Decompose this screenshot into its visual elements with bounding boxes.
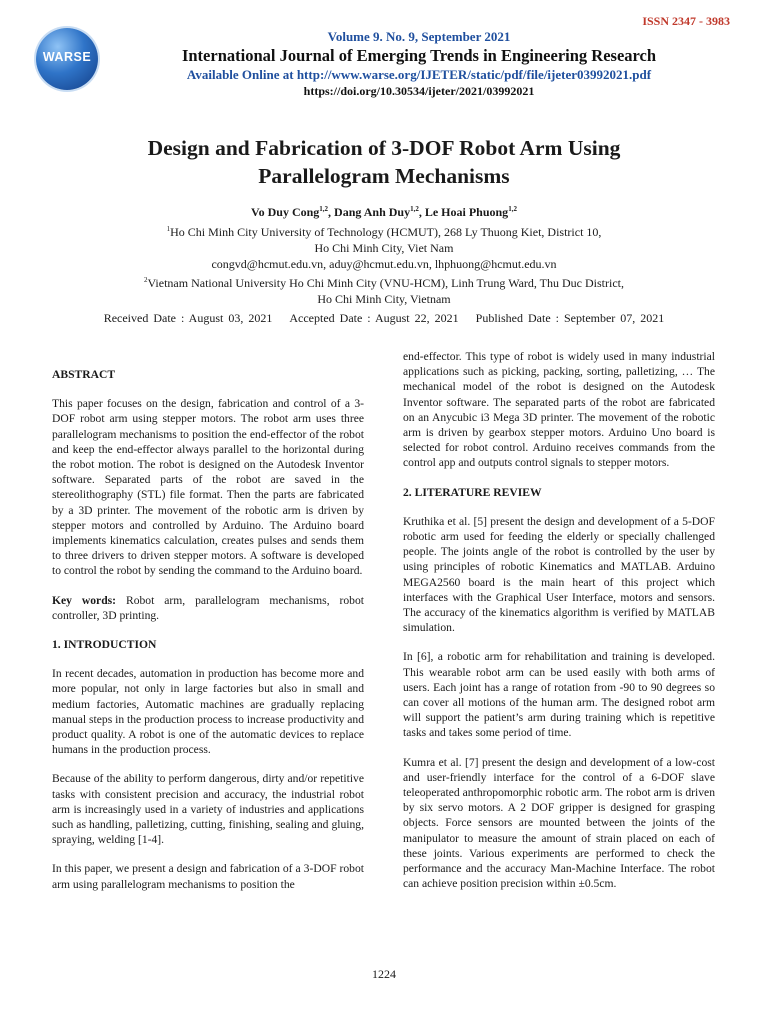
author-name: Vo Duy Cong xyxy=(251,205,320,219)
literature-paragraph-2: In [6], a robotic arm for rehabilitation and training is developed. This wearable robot arm can be used easily with both arms of users. Each joint has a range of rotation from -90 to 90 degrees so can cover all motions of the human arm. The designed robot arm will support the patient’s arm during training which is repetitive tasks and takes some period of time. xyxy=(403,650,715,740)
author-name: Le Hoai Phuong xyxy=(424,205,509,219)
affiliation-block xyxy=(60,221,708,307)
title-line-2: Parallelogram Mechanisms xyxy=(258,164,510,188)
affiliation-2-line-2: Ho Chi Minh City, Vietnam xyxy=(317,292,451,306)
literature-paragraph-3: Kumra et al. [7] present the design and development of a low-cost and user-friendly interface for the control of a 6-DOF slave teleoperated anthropomorphic robotic arm. The robot arm is driven by six servo motors. A 2 DOF gripper is designed for grasping objects. Force sensors are mounted between the joints of the manipulator to measure the amount of strain placed on each of these joints. Various experiments are performed to check the performance and the accuracy Man-Machine Interface. The robot can achieve position precision within ±0.5cm. xyxy=(403,755,715,891)
author-affiliation-sup: 1,2 xyxy=(319,205,329,213)
author-name: Dang Anh Duy xyxy=(334,205,411,219)
keywords xyxy=(52,593,364,623)
introduction-heading: 1. INTRODUCTION xyxy=(52,638,157,652)
affiliation-1-line-1: Ho Chi Minh City University of Technology (HCMUT), 268 Ly Thuong Kiet, District 10, xyxy=(170,225,602,239)
publication-dates xyxy=(40,311,728,326)
abstract-text: This paper focuses on the design, fabrication and control of a 3-DOF robot arm using stepper motors. The robot arm uses three parallelogram mechanisms to position the end-effector of the robot and keep the end-effector always parallel to the horizontal during the robot motion. The robot is designed on the Autodesk Inventor software. Separated parts of the robot are saved in the stereolithography (STL) file format. Then the parts are fabricated by a 3D printer. The movement of the robotic arm is driven by stepper motors and controlled by Arduino. The Arduino board implements kinematics calculation, creates pulses and sends them to three drivers to driven stepper motors. A software is developed to control the robot by sending the command to the Arduino board. xyxy=(52,397,364,578)
right-column xyxy=(403,349,715,906)
author-affiliation-sup: 1,2 xyxy=(410,205,419,213)
author-emails: congvd@hcmut.edu.vn, aduy@hcmut.edu.vn, lhphuong@hcmut.edu.vn xyxy=(211,257,557,271)
intro-paragraph-1: In recent decades, automation in production has become more and more popular, not only in large factories but also in small and medium factories, Automatic machines are gradually replacing manual steps in the production process to increase productivity and product quality. A robot is one of the automatic devices to replace humans in the production process. xyxy=(52,667,364,757)
title-line-1: Design and Fabrication of 3-DOF Robot Arm Using xyxy=(147,136,621,160)
issn-label: ISSN 2347 - 3983 xyxy=(642,14,730,28)
page-number: 1224 xyxy=(372,967,396,981)
available-online-link[interactable]: Available Online at http://www.warse.org/IJETER/static/pdf/file/ijeter03992021.pdf xyxy=(186,67,652,82)
intro-continuation: end-effector. This type of robot is widely used in many industrial applications such as picking, packing, sorting, palletizing, … The mechanical model of the robot is designed on the Autodesk Inventor software. The separated parts of the robot are fabricated on an Anycubic i3 Mega 3D printer. The movement of the robotic arm is driven by gearbox stepper motors. Arduino Uno board is selected for robot control. Arduino receives commands from the control app and outputs control signals to stepper motors. xyxy=(403,350,715,470)
published-date: Published Date : September 07, 2021 xyxy=(475,311,665,325)
keywords-label: Key words: xyxy=(52,593,117,607)
author-affiliation-sup: 1,2 xyxy=(508,205,517,213)
literature-review-heading: 2. LITERATURE REVIEW xyxy=(403,485,542,499)
intro-paragraph-2: Because of the ability to perform dangerous, dirty and/or repetitive tasks with consistent precision and accuracy, the industrial robot arm is increasingly used in a variety of industries and applications such as handling, palletizing, cutting, finishing, sealing and gluing, spraying, welding [1-4]. xyxy=(52,772,364,847)
volume-line: Volume 9. No. 9, September 2021 xyxy=(327,29,511,44)
literature-paragraph-1: Kruthika et al. [5] present the design and development of a 5-DOF robotic arm used for feeding the elderly or specially challenged people. The joints angle of the robot is controlled by the user by using principles of robotic Kinematics and MATLAB. Arduino MEGA2560 board is the main heart of this project which interfaces with the Graphical User Interface, motors and sensors. The accuracy of the kinematics algorithm is verified by MATLAB simulation. xyxy=(403,514,715,635)
received-date: Received Date : August 03, 2021 xyxy=(103,311,273,325)
abstract-heading: ABSTRACT xyxy=(52,368,116,381)
warse-logo-text: WARSE xyxy=(42,50,92,64)
affiliation-1 xyxy=(60,221,708,240)
affiliation-1-line-2: Ho Chi Minh City, Viet Nam xyxy=(314,241,454,255)
accepted-date: Accepted Date : August 22, 2021 xyxy=(289,311,459,325)
affiliation-2 xyxy=(60,272,708,291)
keywords-text: Robot arm, parallelogram mechanisms, robot controller, 3D printing. xyxy=(52,593,364,622)
intro-paragraph-3: In this paper, we present a design and fabrication of a 3-DOF robot arm using parallelogram mechanisms to position the xyxy=(52,862,364,891)
affiliation-1-sup: 1 xyxy=(166,225,171,233)
doi-link[interactable]: https://doi.org/10.30534/ijeter/2021/03992021 xyxy=(303,84,535,98)
journal-name: International Journal of Emerging Trends in Engineering Research xyxy=(181,46,657,65)
left-column xyxy=(52,349,364,906)
affiliation-2-sup: 2 xyxy=(143,276,148,284)
warse-logo xyxy=(36,28,98,90)
paper-title xyxy=(60,134,708,190)
author-list: Vo Duy Cong$^{1,2}$, Dang Anh Duy$^{1,2}$, Le Hoai Phuong$^{1,2}$ xyxy=(251,205,517,219)
affiliation-2-line-1: Vietnam National University Ho Chi Minh City (VNU-HCM), Linh Trung Ward, Thu Duc District, xyxy=(147,276,624,290)
